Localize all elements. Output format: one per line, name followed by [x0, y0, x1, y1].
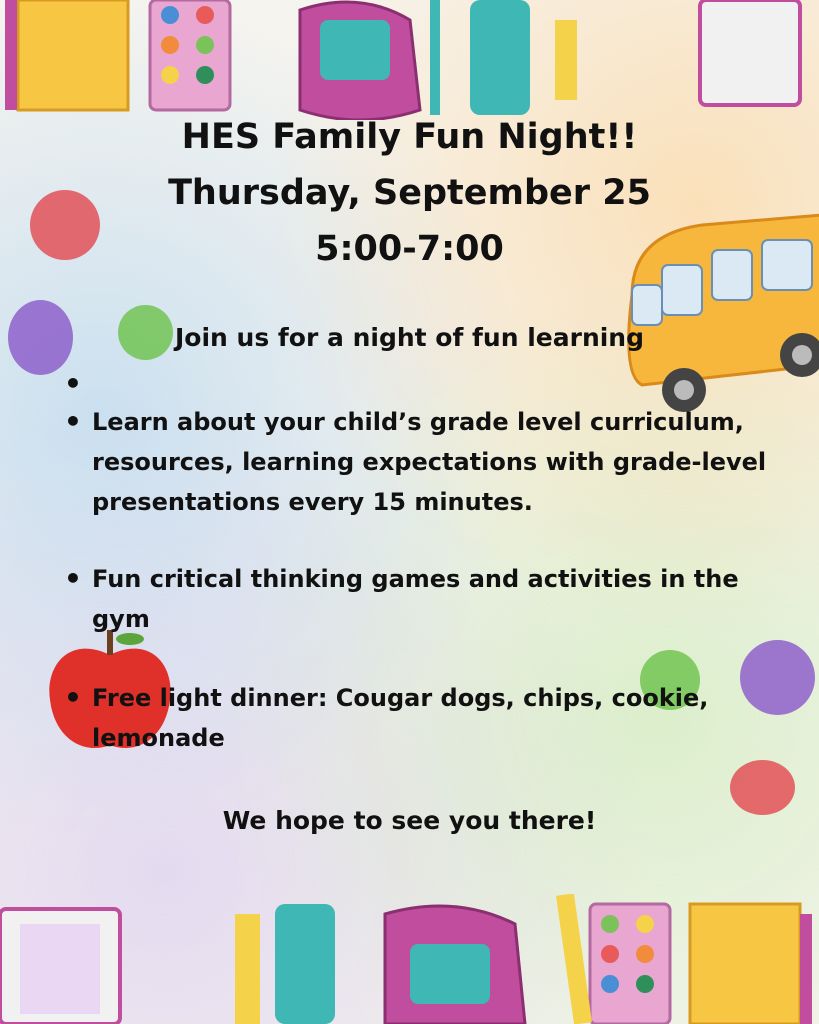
event-time: 5:00-7:00 [315, 229, 504, 269]
games-bullet-list [60, 559, 780, 639]
curriculum-bullet-list [60, 402, 780, 522]
event-title: HES Family Fun Night!! [181, 117, 638, 157]
list-item: • Fun critical thinking games and activities in the gym [60, 559, 780, 639]
intro-text: Join us for a night of fun learning [174, 323, 645, 352]
list-item: • Learn about your child’s grade level curriculum, resources, learning expectations with grade-level presentations every 15 minutes. [60, 402, 780, 522]
list-item: • Free light dinner: Cougar dogs, chips, cookie, lemonade [60, 678, 780, 758]
dinner-bullet-list [60, 678, 780, 758]
closing-text: We hope to see you there! [222, 806, 597, 835]
event-date: Thursday, September 25 [168, 173, 651, 213]
